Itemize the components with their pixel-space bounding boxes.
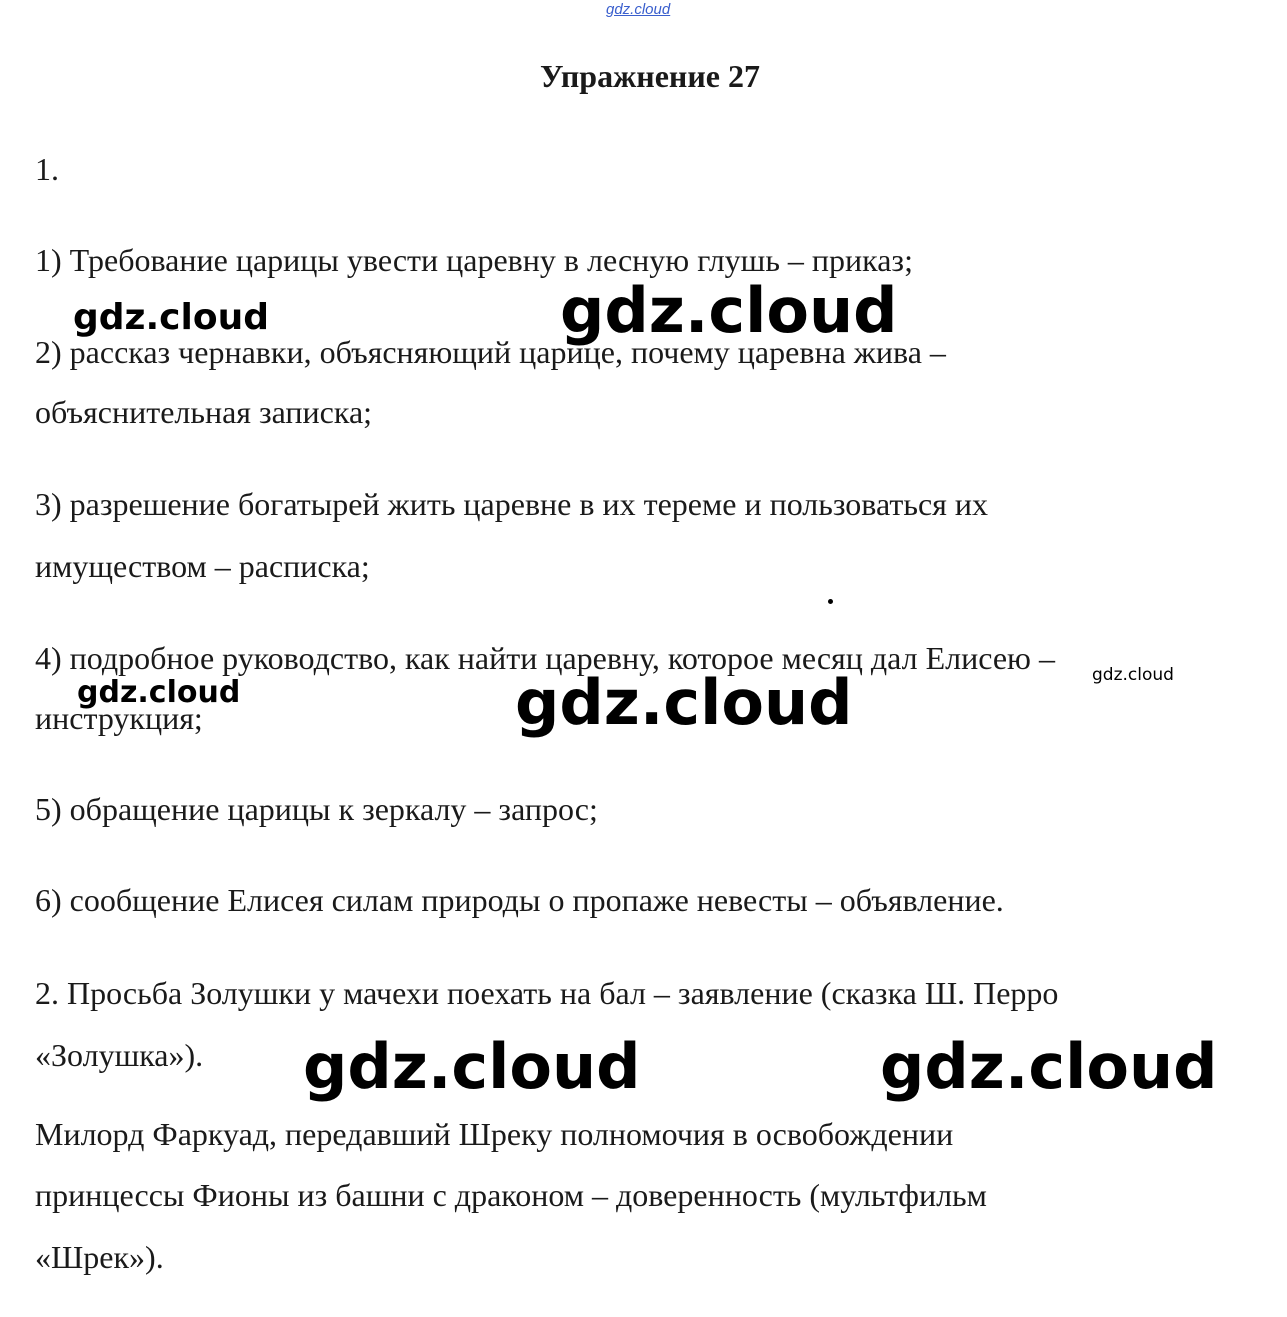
text-line: 2. Просьба Золушки у мачехи поехать на бал – заявление (сказка Ш. Перро xyxy=(35,975,1059,1011)
watermark: gdz.cloud xyxy=(560,274,898,347)
page-title: Упражнение 27 xyxy=(539,58,760,94)
site-link[interactable]: gdz.cloud xyxy=(606,1,671,18)
text-line: 4) подробное руководство, как найти царевну, которое месяц дал Елисею – xyxy=(35,640,1055,676)
watermark: gdz.cloud xyxy=(77,675,241,710)
text-line: 3) разрешение богатырей жить царевне в их тереме и пользоваться их xyxy=(35,486,988,522)
watermark: gdz.cloud xyxy=(73,297,269,338)
watermark: gdz.cloud xyxy=(1092,665,1174,685)
text-line: 5) обращение царицы к зеркалу – запрос; xyxy=(35,791,598,827)
task-number-1: 1. xyxy=(35,151,59,187)
text-line: имуществом – расписка; xyxy=(35,548,370,584)
watermark: gdz.cloud xyxy=(515,666,853,739)
text-line: инструкция; xyxy=(35,700,203,736)
text-line: «Шрек»). xyxy=(35,1239,164,1275)
text-line: 6) сообщение Елисея силам природы о пропаже невесты – объявление. xyxy=(35,882,1004,918)
watermark: gdz.cloud xyxy=(880,1030,1218,1103)
text-line: «Золушка»). xyxy=(35,1037,204,1073)
text-line: 1) Требование царицы увести царевну в лесную глушь – приказ; xyxy=(35,242,913,278)
text-line: принцессы Фионы из башни с драконом – доверенность (мультфильм xyxy=(35,1177,987,1213)
watermark: gdz.cloud xyxy=(303,1030,641,1103)
text-line: 2) рассказ чернавки, объясняющий царице, почему царевна жива – xyxy=(35,334,946,370)
stray-dot xyxy=(828,599,833,604)
text-line: Милорд Фаркуад, передавший Шреку полномочия в освобождении xyxy=(35,1116,954,1152)
text-line: объяснительная записка; xyxy=(35,394,373,430)
